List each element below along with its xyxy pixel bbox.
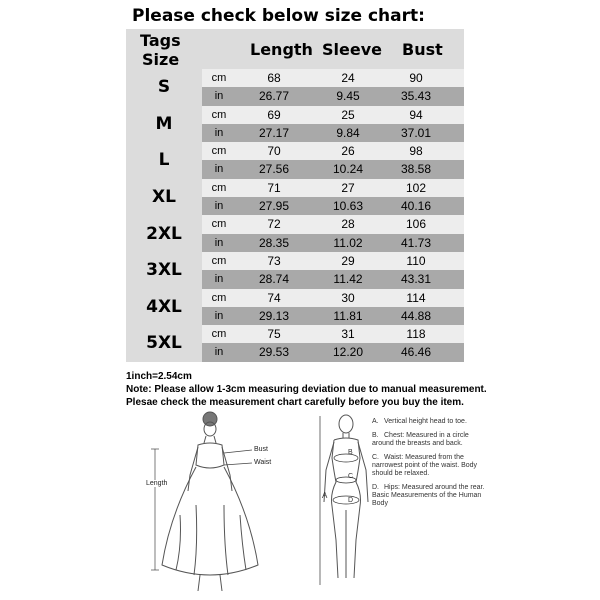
sleeve-cell: 25 <box>341 107 355 122</box>
sleeve-cell: 26 <box>341 144 355 159</box>
size-row-group <box>126 325 464 362</box>
size-row-group <box>126 69 464 106</box>
length-cell: 27.17 <box>258 125 290 140</box>
dress-illustration <box>140 405 310 595</box>
table-row-cm <box>202 179 464 197</box>
size-label: M <box>126 106 202 143</box>
sleeve-cell: 29 <box>341 253 355 268</box>
sleeve-cell: 11.81 <box>333 308 363 323</box>
legend-item <box>372 432 492 448</box>
size-label: XL <box>126 179 202 216</box>
sleeve-cell: 30 <box>341 290 355 305</box>
table-row-in <box>202 87 464 105</box>
unit-cell: in <box>214 90 224 103</box>
notes <box>126 370 487 409</box>
body-letter-a: A <box>322 491 328 500</box>
unit-cell: cm <box>211 254 227 267</box>
unit-cell: cm <box>211 328 227 341</box>
table-header <box>126 29 464 69</box>
length-cell: 27.95 <box>258 199 290 214</box>
unit-cell: cm <box>211 291 227 304</box>
table-row-cm <box>202 215 464 233</box>
length-cell: 27.56 <box>258 162 290 177</box>
size-row-group <box>126 252 464 289</box>
bust-cell: 44.88 <box>400 308 432 323</box>
legend-item <box>372 484 492 508</box>
size-row-group <box>126 289 464 326</box>
bust-cell: 35.43 <box>400 89 432 104</box>
sleeve-cell: 10.24 <box>332 162 364 177</box>
size-label: 4XL <box>126 289 202 326</box>
unit-cell: cm <box>211 181 227 194</box>
legend-text: Waist: Measured from the narrowest point of the waist. Body should be relaxed. <box>372 454 478 477</box>
body-letter-d: D <box>348 497 354 504</box>
header-size: Size <box>142 50 180 69</box>
legend-key: A. <box>372 418 379 425</box>
page-title: Please check below size chart: <box>132 6 425 26</box>
sleeve-cell: 10.63 <box>332 199 364 214</box>
sleeve-cell: 27 <box>341 180 355 195</box>
size-label: 5XL <box>126 325 202 362</box>
body-letter-b: B <box>348 449 353 456</box>
unit-cell: in <box>214 126 224 139</box>
length-cell: 70 <box>267 144 281 159</box>
legend-text: Vertical height head to toe. <box>384 418 467 425</box>
header-bust: Bust <box>402 40 443 59</box>
size-label: S <box>126 69 202 106</box>
size-label: L <box>126 142 202 179</box>
length-cell: 29.13 <box>258 308 290 323</box>
sleeve-cell: 24 <box>341 71 355 85</box>
sleeve-cell: 12.20 <box>332 345 364 360</box>
bust-cell: 46.46 <box>400 345 432 360</box>
table-row-in <box>202 197 464 215</box>
table-row-in <box>202 124 464 142</box>
length-cell: 73 <box>267 253 281 268</box>
length-cell: 28.35 <box>258 235 290 250</box>
size-chart-table <box>126 29 464 362</box>
sleeve-cell: 28 <box>341 217 355 232</box>
body-illustration <box>312 410 374 595</box>
size-row-group <box>126 106 464 143</box>
table-row-in <box>202 160 464 178</box>
body-letter-c: C <box>348 473 354 480</box>
length-cell: 29.53 <box>258 345 290 360</box>
table-row-cm <box>202 69 464 87</box>
unit-cell: in <box>214 346 224 359</box>
length-cell: 74 <box>267 290 281 305</box>
dress-length-label: Length <box>146 480 168 487</box>
measurement-legend <box>372 418 492 514</box>
bust-cell: 41.73 <box>400 235 432 250</box>
bust-cell: 94 <box>409 107 423 122</box>
sleeve-cell: 11.02 <box>333 235 363 250</box>
deviation-note: Note: Please allow 1-3cm measuring deviation due to manual measurement. <box>126 384 487 395</box>
bust-cell: 110 <box>406 253 426 268</box>
length-cell: 75 <box>267 327 281 342</box>
length-cell: 72 <box>267 217 281 232</box>
table-row-in <box>202 270 464 288</box>
unit-cell: cm <box>211 108 227 121</box>
header-sleeve: Sleeve <box>322 40 382 59</box>
bust-cell: 90 <box>409 71 423 85</box>
header-length: Length <box>250 40 313 59</box>
conversion-note: 1inch=2.54cm <box>126 371 192 382</box>
dress-waist-label: Waist <box>254 459 272 466</box>
table-row-cm <box>202 252 464 270</box>
unit-cell: cm <box>211 145 227 158</box>
table-row-in <box>202 343 464 361</box>
bust-cell: 98 <box>409 144 423 159</box>
sleeve-cell: 11.42 <box>333 272 363 287</box>
bust-cell: 114 <box>406 290 426 305</box>
table-row-in <box>202 234 464 252</box>
unit-cell: in <box>214 236 224 249</box>
table-row-cm <box>202 142 464 160</box>
dress-bust-label: Bust <box>254 446 269 453</box>
length-cell: 28.74 <box>258 272 290 287</box>
legend-item <box>372 418 492 426</box>
bust-cell: 118 <box>406 327 426 342</box>
legend-text: Hips: Measured around the rear. Basic Measurements of the Human Body <box>372 484 485 507</box>
size-row-group <box>126 142 464 179</box>
unit-cell: cm <box>211 72 227 84</box>
bust-cell: 106 <box>405 217 427 232</box>
legend-key: C. <box>372 454 379 461</box>
table-row-cm <box>202 289 464 307</box>
unit-cell: in <box>214 273 224 286</box>
size-row-group <box>126 179 464 216</box>
length-cell: 26.77 <box>258 89 290 104</box>
legend-text: Chest: Measured in a circle around the breasts and back. <box>372 432 469 447</box>
table-row-in <box>202 307 464 325</box>
size-label: 2XL <box>126 215 202 252</box>
sleeve-cell: 9.84 <box>336 125 360 140</box>
legend-item <box>372 454 492 478</box>
sleeve-cell: 31 <box>341 327 355 342</box>
legend-key: B. <box>372 432 379 439</box>
bust-cell: 40.16 <box>400 199 432 214</box>
sleeve-cell: 9.45 <box>336 89 360 104</box>
check-note: Plesae check the measurement chart carefully before you buy the item. <box>126 397 464 408</box>
unit-cell: cm <box>211 218 227 231</box>
bust-cell: 37.01 <box>400 125 432 140</box>
bust-cell: 102 <box>405 180 427 195</box>
size-label: 3XL <box>126 252 202 289</box>
length-cell: 68 <box>267 71 281 85</box>
header-tags: Tags <box>140 31 181 50</box>
table-row-cm <box>202 325 464 343</box>
unit-cell: in <box>214 309 224 322</box>
table-row-cm <box>202 106 464 124</box>
unit-cell: in <box>214 163 224 176</box>
length-cell: 71 <box>267 180 281 195</box>
size-row-group <box>126 215 464 252</box>
bust-cell: 38.58 <box>400 162 432 177</box>
length-cell: 69 <box>267 107 281 122</box>
unit-cell: in <box>214 200 224 213</box>
bust-cell: 43.31 <box>400 272 432 287</box>
legend-key: D. <box>372 484 379 491</box>
